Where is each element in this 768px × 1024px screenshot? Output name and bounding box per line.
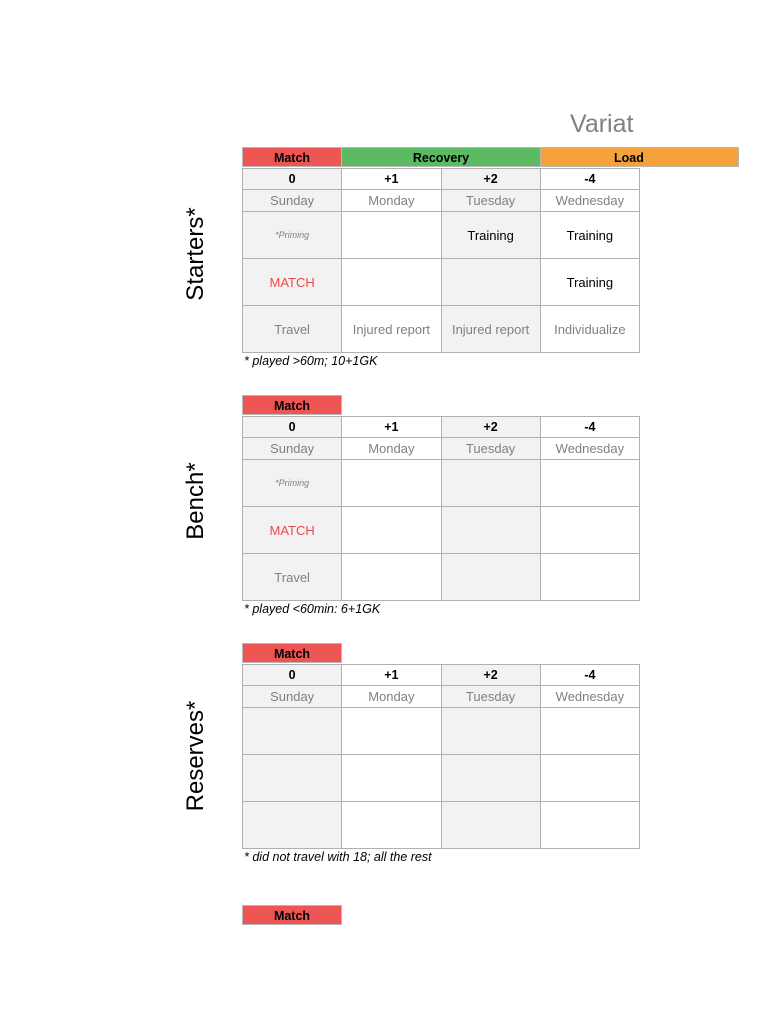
schedule-cell: Individualize <box>540 306 639 353</box>
offset-cell: 0 <box>243 417 342 438</box>
day-cell: Wednesday <box>540 190 639 212</box>
bench-note: * played <60min: 6+1GK <box>244 602 381 616</box>
schedule-cell <box>342 259 441 306</box>
schedule-cell <box>540 554 639 601</box>
schedule-cell <box>441 507 540 554</box>
activity-row <box>243 212 640 259</box>
activity-row <box>243 259 640 306</box>
offset-cell: +1 <box>342 665 441 686</box>
day-cell: Sunday <box>243 438 342 460</box>
schedule-cell <box>342 507 441 554</box>
schedule-cell <box>342 802 441 849</box>
match-header-bar: Match <box>242 643 342 663</box>
offset-cell: +1 <box>342 169 441 190</box>
day-cell: Sunday <box>243 686 342 708</box>
schedule-cell: MATCH <box>243 507 342 554</box>
schedule-cell: Training <box>540 259 639 306</box>
day-row <box>243 190 640 212</box>
schedule-cell <box>540 708 639 755</box>
schedule-cell: Training <box>441 212 540 259</box>
offset-cell: -4 <box>540 665 639 686</box>
schedule-cell <box>441 554 540 601</box>
offset-cell: +2 <box>441 169 540 190</box>
starters-table <box>242 168 640 353</box>
schedule-cell <box>540 755 639 802</box>
offset-row <box>243 665 640 686</box>
schedule-cell: *Priming <box>243 212 342 259</box>
bench-table <box>242 416 640 601</box>
schedule-cell: Injured report <box>441 306 540 353</box>
load-header-label: Load <box>614 151 644 165</box>
schedule-cell <box>540 802 639 849</box>
offset-cell: -4 <box>540 169 639 190</box>
day-cell: Wednesday <box>540 438 639 460</box>
schedule-cell <box>441 708 540 755</box>
schedule-cell <box>441 460 540 507</box>
schedule-cell: Injured report <box>342 306 441 353</box>
section-label-reserves: Reserves* <box>182 700 209 812</box>
activity-row <box>243 554 640 601</box>
schedule-cell: Travel <box>243 554 342 601</box>
schedule-cell <box>342 212 441 259</box>
schedule-cell <box>540 507 639 554</box>
day-cell: Wednesday <box>540 686 639 708</box>
schedule-cell: *Priming <box>243 460 342 507</box>
match-header-bar: Match <box>242 147 342 167</box>
offset-cell: 0 <box>243 169 342 190</box>
reserves-note: * did not travel with 18; all the rest <box>244 850 432 864</box>
reserves-table <box>242 664 640 849</box>
offset-cell: -4 <box>540 417 639 438</box>
schedule-cell: Training <box>540 212 639 259</box>
recovery-header-bar: Recovery <box>342 147 541 167</box>
offset-cell: +1 <box>342 417 441 438</box>
offset-cell: 0 <box>243 665 342 686</box>
activity-row <box>243 306 640 353</box>
day-row <box>243 438 640 460</box>
match-header-bar: Match <box>242 395 342 415</box>
offset-cell: +2 <box>441 417 540 438</box>
schedule-cell <box>441 755 540 802</box>
section-label-starters: Starters* <box>182 207 209 301</box>
activity-row <box>243 460 640 507</box>
schedule-cell <box>243 708 342 755</box>
schedule-cell <box>441 802 540 849</box>
activity-row <box>243 755 640 802</box>
schedule-cell <box>342 554 441 601</box>
day-cell: Tuesday <box>441 686 540 708</box>
offset-row <box>243 169 640 190</box>
schedule-cell: Travel <box>243 306 342 353</box>
schedule-cell <box>243 755 342 802</box>
day-cell: Tuesday <box>441 190 540 212</box>
load-header-bar <box>541 147 739 167</box>
schedule-cell <box>441 259 540 306</box>
day-cell: Tuesday <box>441 438 540 460</box>
activity-row <box>243 708 640 755</box>
match-header-bar: Match <box>242 905 342 925</box>
schedule-cell <box>243 802 342 849</box>
section-label-bench: Bench* <box>182 462 209 540</box>
day-cell: Monday <box>342 686 441 708</box>
activity-row <box>243 507 640 554</box>
schedule-cell <box>342 755 441 802</box>
day-cell: Monday <box>342 190 441 212</box>
page-title: Variat <box>570 110 634 138</box>
activity-row <box>243 802 640 849</box>
starters-note: * played >60m; 10+1GK <box>244 354 378 368</box>
offset-cell: +2 <box>441 665 540 686</box>
offset-row <box>243 417 640 438</box>
schedule-cell <box>342 460 441 507</box>
day-cell: Monday <box>342 438 441 460</box>
day-cell: Sunday <box>243 190 342 212</box>
schedule-cell <box>540 460 639 507</box>
schedule-cell <box>342 708 441 755</box>
day-row <box>243 686 640 708</box>
schedule-cell: MATCH <box>243 259 342 306</box>
